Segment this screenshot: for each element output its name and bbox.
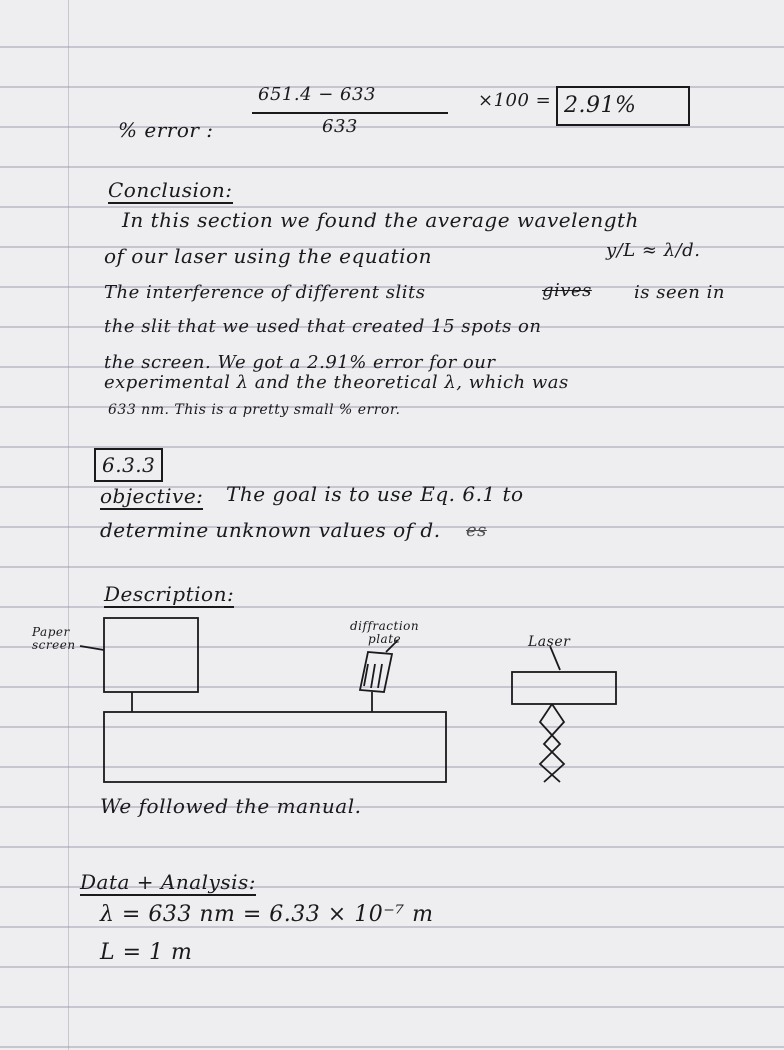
conclusion-line-2: of our laser using the equation bbox=[104, 244, 432, 268]
conclusion-line-5: the screen. We got a 2.91% error for our bbox=[104, 352, 496, 373]
table-shape bbox=[104, 712, 446, 782]
laser-stand bbox=[540, 704, 564, 782]
lambda-line: λ = 633 nm = 6.33 × 10⁻⁷ m bbox=[100, 902, 434, 927]
conclusion-line-3: The interference of different slits bbox=[104, 282, 426, 303]
percent-error-multiplier: ×100 = bbox=[478, 90, 552, 111]
description-note: We followed the manual. bbox=[100, 794, 362, 818]
laser-shape bbox=[512, 672, 616, 704]
paper-screen-shape bbox=[104, 618, 198, 692]
objective-crossed-letters: es bbox=[466, 520, 487, 541]
description-heading: Description: bbox=[104, 582, 235, 606]
data-analysis-heading: Data + Analysis: bbox=[80, 870, 256, 894]
label-paper-screen: Paper screen bbox=[32, 625, 76, 652]
conclusion-heading: Conclusion: bbox=[108, 178, 233, 202]
label-diffraction-plate: diffraction plate bbox=[350, 619, 420, 646]
conclusion-crossed-word: gives bbox=[542, 280, 592, 301]
conclusion-line-3b: is seen in bbox=[634, 282, 725, 303]
conclusion-line-1: In this section we found the average wavelength bbox=[122, 208, 639, 232]
percent-error-numerator: 651.4 − 633 bbox=[258, 84, 376, 105]
percent-error-label: % error : bbox=[118, 118, 214, 142]
L-line: L = 1 m bbox=[100, 940, 193, 965]
percent-error-result: 2.91% bbox=[556, 86, 690, 126]
conclusion-line-7: 633 nm. This is a pretty small % error. bbox=[108, 402, 401, 418]
conclusion-line-6: experimental λ and the theoretical λ, which was bbox=[104, 372, 569, 393]
objective-line-2: determine unknown values of d. bbox=[100, 518, 441, 542]
section-number: 6.3.3 bbox=[94, 448, 163, 482]
objective-label: objective: bbox=[100, 484, 204, 508]
objective-line-1: The goal is to use Eq. 6.1 to bbox=[226, 482, 524, 506]
conclusion-line-4: the slit that we used that created 15 spots on bbox=[104, 316, 542, 337]
percent-error-denominator: 633 bbox=[322, 116, 358, 137]
label-laser: Laser bbox=[528, 634, 571, 650]
conclusion-equation: y/L ≈ λ/d. bbox=[606, 240, 701, 261]
